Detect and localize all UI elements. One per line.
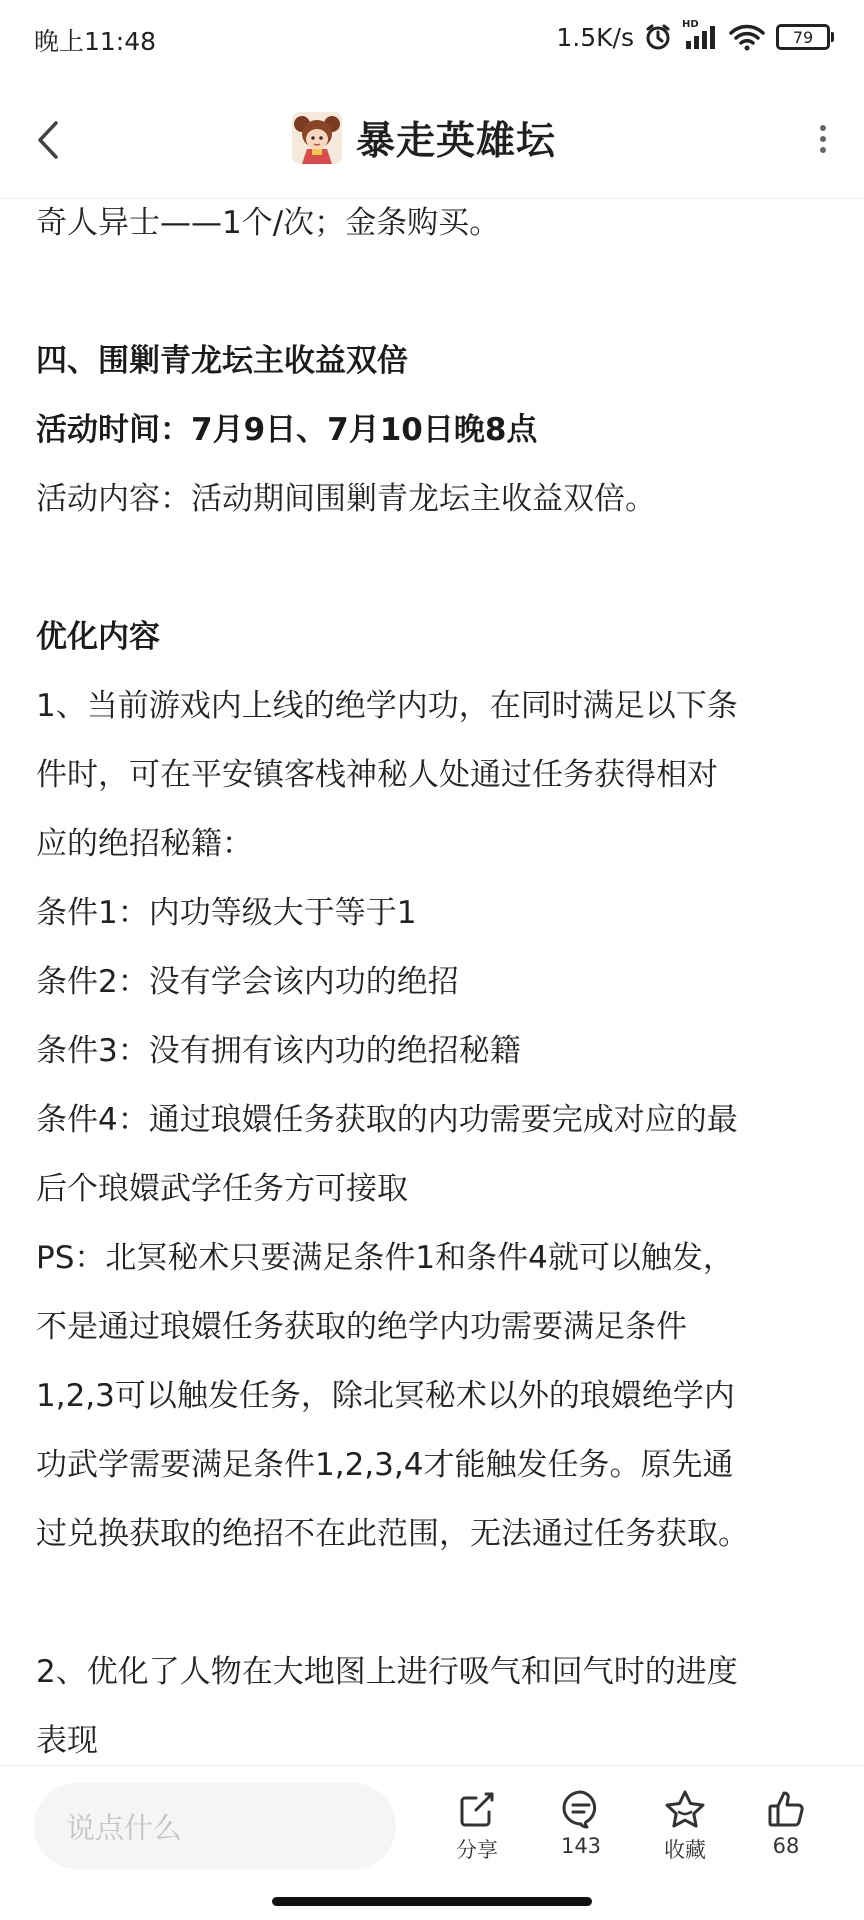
condition-line: 条件4：通过琅嬛任务获取的内功需要完成对应的最 [36,1102,738,1138]
favorite-label: 收藏 [664,1838,706,1862]
share-icon [456,1788,498,1830]
ps-note-line: 过兑换获取的绝招不在此范围，无法通过任务获取。 [36,1516,749,1552]
status-icons [556,20,830,54]
more-vertical-icon [818,124,828,154]
chevron-left-icon [36,120,60,160]
paragraph-gap [36,1569,836,1638]
ps-note-line: 功武学需要满足条件1,2,3,4才能触发任务。原先通 [36,1447,734,1483]
hd-label: HD [682,19,699,30]
app-header [0,80,864,199]
article-body [36,199,836,1776]
bottom-action-bar [0,1765,864,1886]
paragraph-gap [36,258,836,327]
comment-button[interactable] [541,1788,621,1858]
status-time: 晚上11:48 [34,27,157,56]
comment-input[interactable]: 说点什么 [34,1783,396,1869]
like-count: 68 [772,1834,800,1858]
ps-note-line: 1,2,3可以触发任务，除北冥秘术以外的琅嬛绝学内 [36,1378,735,1414]
paragraph-gap [36,534,836,603]
app-avatar [292,112,342,164]
wifi-icon [728,23,766,51]
more-options-button[interactable] [808,114,838,164]
header-title-group [292,110,556,166]
favorite-button[interactable] [645,1788,725,1864]
network-speed: 1.5K/s [556,22,634,52]
condition-line: 条件2：没有学会该内功的绝招 [36,964,459,1000]
share-label: 分享 [456,1838,498,1862]
comment-icon [560,1788,602,1830]
article-line: 件时，可在平安镇客栈神秘人处通过任务获得相对 [36,757,718,793]
status-bar [0,0,864,80]
article-line: 2、优化了人物在大地图上进行吸气和回气时的进度 [36,1654,738,1690]
condition-line: 条件1：内功等级大于等于1 [36,895,417,931]
signal-icon [682,19,718,51]
section-heading: 优化内容 [36,619,160,655]
event-time: 活动时间：7月9日、7月10日晚8点 [36,412,538,448]
share-button[interactable] [437,1788,517,1864]
star-icon [663,1788,707,1830]
condition-line: 条件3：没有拥有该内功的绝招秘籍 [36,1033,521,1069]
comment-count: 143 [560,1834,602,1858]
article-line: 1、当前游戏内上线的绝学内功，在同时满足以下条 [36,688,738,724]
thumbs-up-icon [765,1788,807,1830]
ps-note-line: PS：北冥秘术只要满足条件1和条件4就可以触发， [36,1240,734,1276]
battery-icon: 79 [776,24,830,50]
ps-note-line: 不是通过琅嬛任务获取的绝学内功需要满足条件 [36,1309,687,1345]
article-line: 奇人异士——1个/次；金条购买。 [36,205,501,241]
alarm-icon [644,23,672,51]
article-line: 后个琅嬛武学任务方可接取 [36,1171,408,1207]
event-content: 活动内容：活动期间围剿青龙坛主收益双倍。 [36,481,656,517]
article-line: 应的绝招秘籍： [36,826,253,862]
article-line: 表现 [36,1723,98,1759]
page-title: 暴走英雄坛 [356,119,557,164]
back-button[interactable] [30,112,66,168]
section-heading: 四、围剿青龙坛主收益双倍 [36,343,408,379]
home-indicator[interactable] [272,1897,592,1906]
like-button[interactable] [746,1788,826,1858]
